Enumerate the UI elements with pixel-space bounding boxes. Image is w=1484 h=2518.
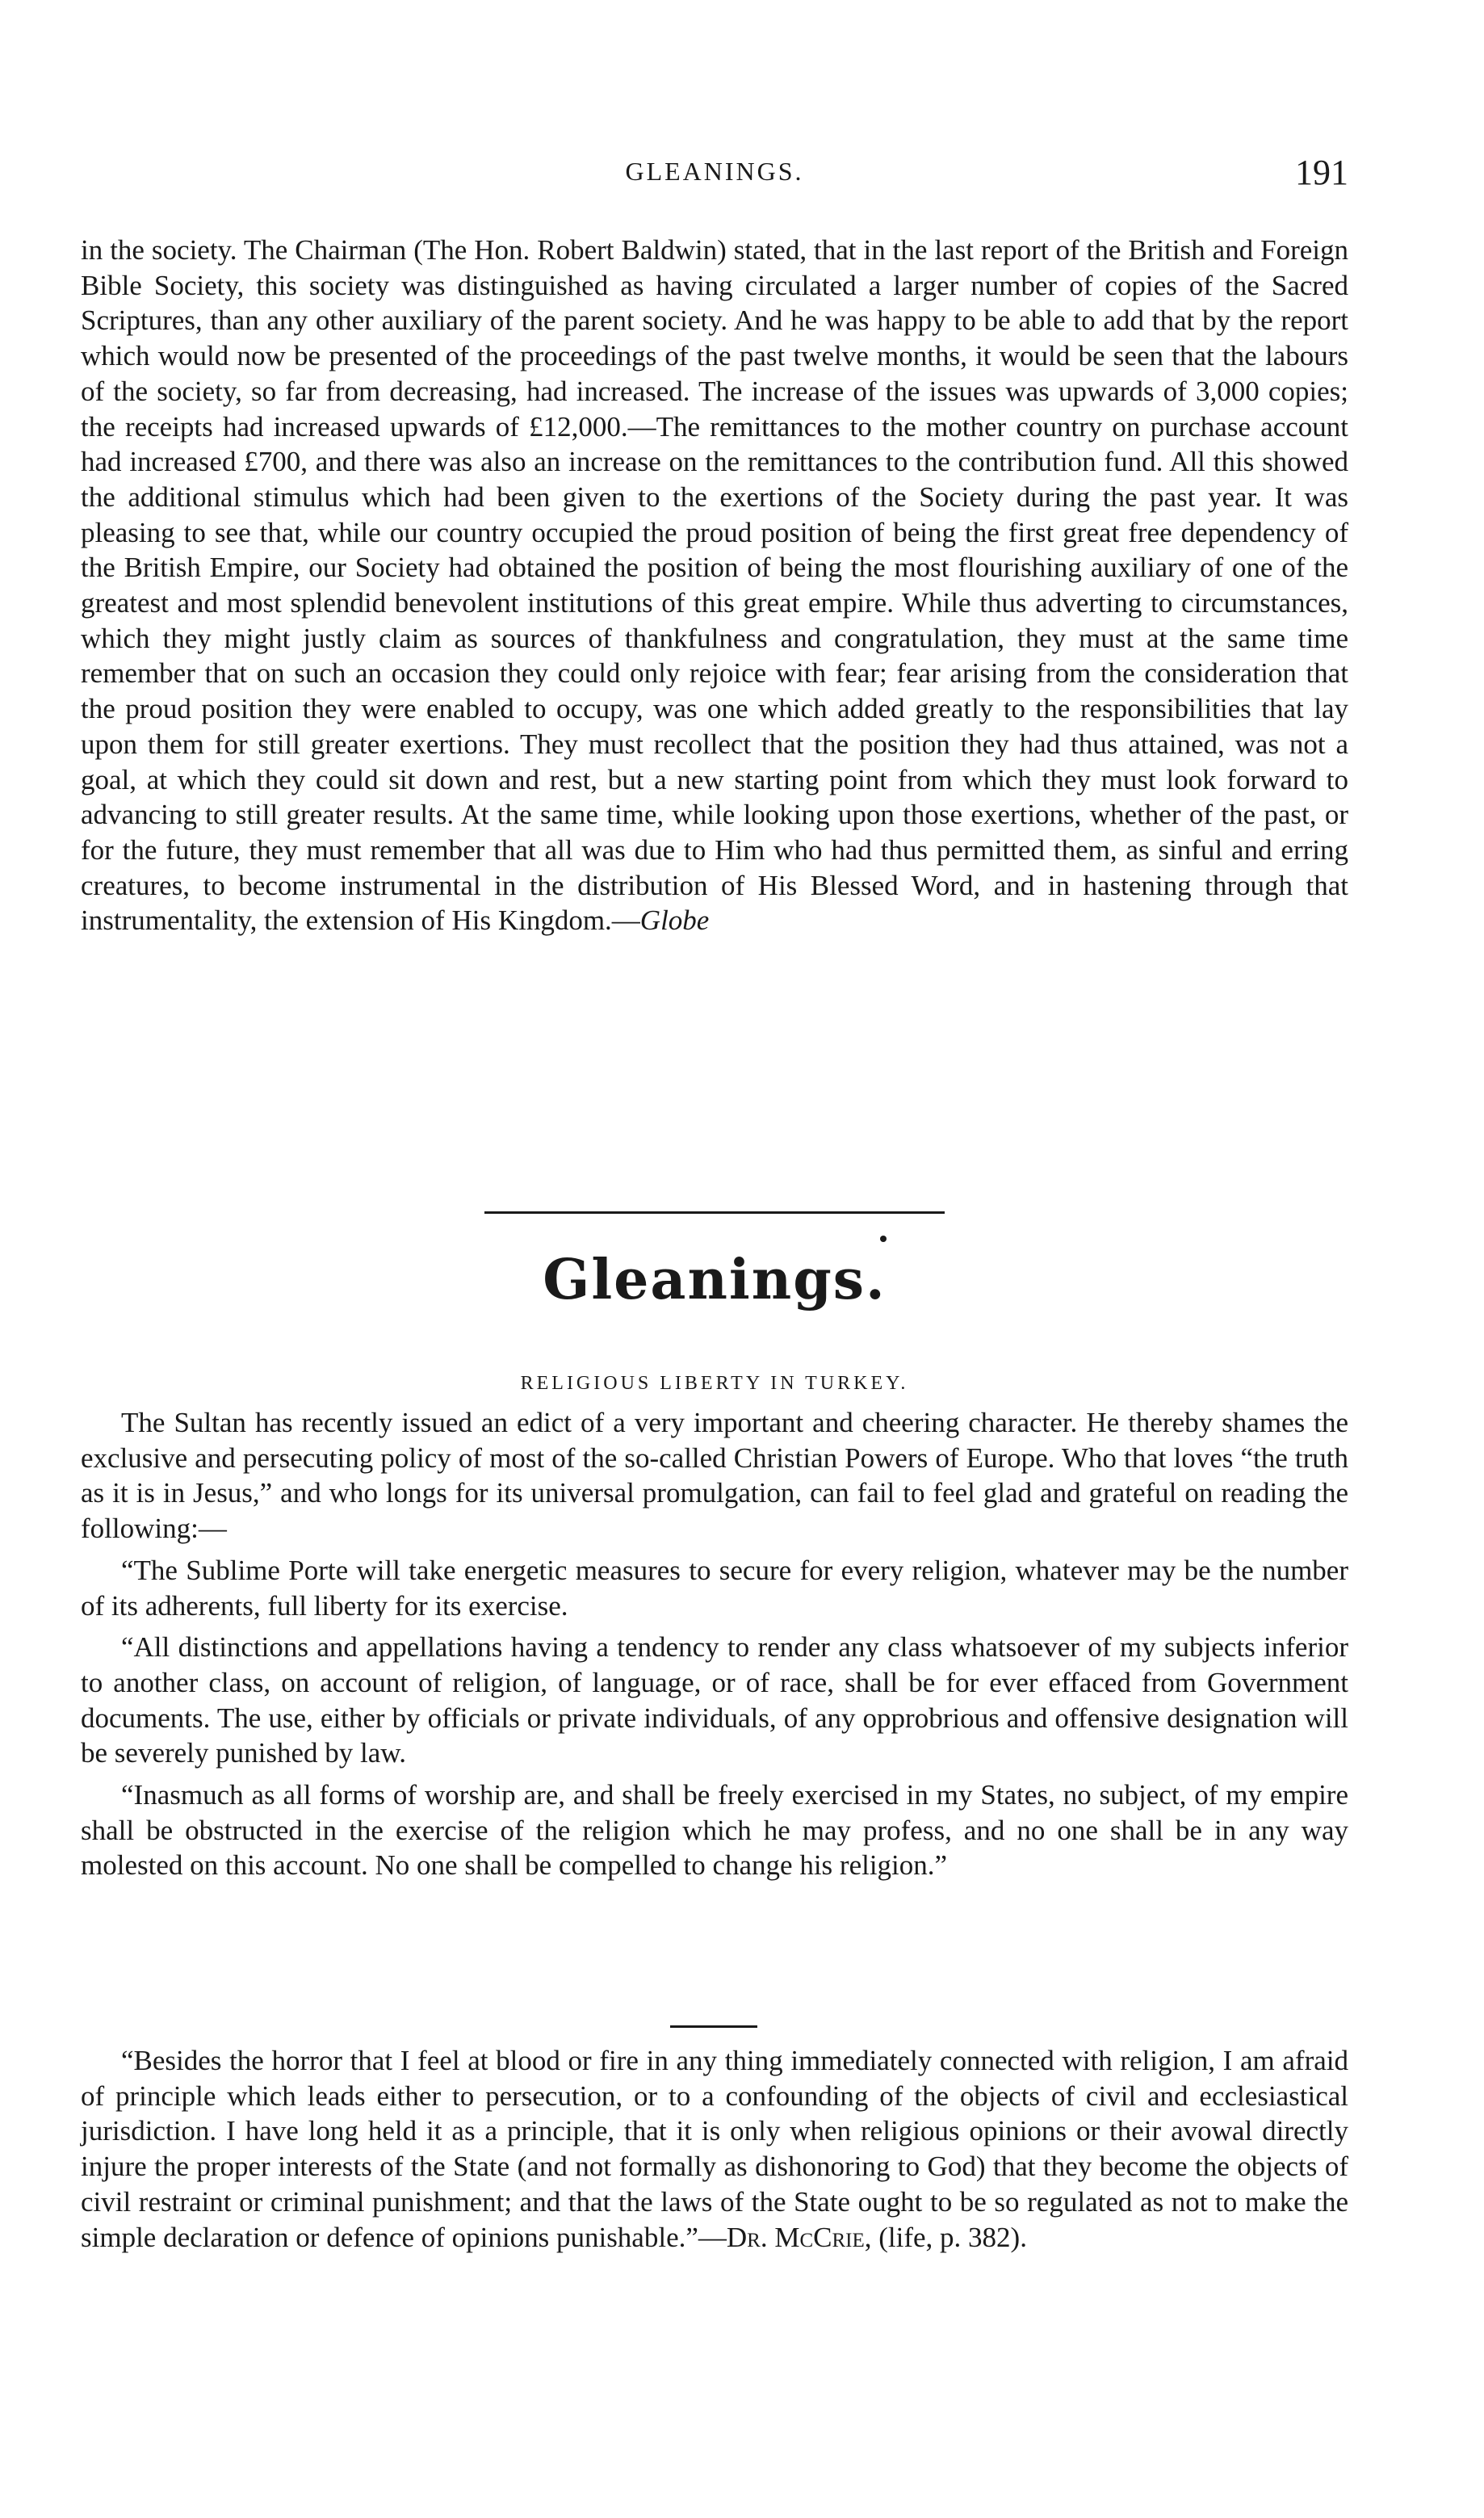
section-divider — [484, 1211, 945, 1214]
printer-dot — [880, 1236, 887, 1242]
quote-paragraph-1: “The Sublime Porte will take energetic measures to secure for every religion, whatever may be the number of its adherents, full liberty for its exercise. — [81, 1554, 1348, 1622]
section-heading: Gleanings. — [543, 1248, 887, 1312]
closing-quote-citation: (life, p. 382). — [871, 2221, 1027, 2253]
page-header — [81, 152, 1348, 200]
short-divider — [670, 2025, 757, 2028]
page-number: 191 — [1295, 153, 1348, 192]
section-subheading: RELIGIOUS LIBERTY IN TURKEY. — [520, 1373, 909, 1394]
section-body — [81, 1405, 1348, 1883]
closing-quote-text: “Besides the horror that I feel at blood or fire in any thing immediately connected with religion, I am afraid of principle which leads either to persecution, or to a confounding of the objects of civil and ecclesiastical jurisdiction. I have long held it as a principle, that it is only when religious opinions or their avowal directly injure the proper interests of the State (and not formally as dishonoring to God) that they become the objects of civil restraint or criminal punishment; and that the laws of the State ought to be so regulated as not to make the simple declaration or defence of opinions punishable.”— — [81, 2045, 1348, 2253]
quote-paragraph-3: “Inasmuch as all forms of worship are, and shall be freely exercised in my States, no subject, of my empire shall be obstructed in the exercise of the religion which he may profess, and no one shall be in any way molested on this account. No one shall be compelled to change his religion.” — [81, 1779, 1348, 1882]
intro-paragraph: The Sultan has recently issued an edict of a very important and cheering character. He thereby shames the exclusive and persecuting policy of most of the so-called Christian Powers of Europe. Who that loves “the truth as it is in Jesus,” and who longs for its universal promulgation, can fail to feel glad and grateful on reading the following:— — [81, 1407, 1348, 1545]
article-continuation-paragraph — [81, 233, 1348, 938]
article-source: Globe — [639, 904, 710, 937]
running-title: GLEANINGS. — [625, 157, 804, 186]
closing-quote — [81, 2043, 1348, 2255]
closing-quote-block — [81, 2043, 1348, 2255]
article-continuation — [81, 233, 1348, 938]
article-continuation-text: in the society. The Chairman (The Hon. Robert Baldwin) stated, that in the last report of the British and Foreign Bible Society, this society was distinguished as having circulated a larger number of copies of the Sacred Scriptures, than any other auxiliary of the parent society. And he was happy to be able to add that by the report which would now be presented of the proceedings of the past twelve months, it would be seen that the labours of the society, so far from decreasing, had increased. The increase of the issues was upwards of 3,000 copies; the receipts had increased upwards of £12,000.—The remittances to the mother country on purchase account had increased £700, and there was also an increase on the remittances to the contribution fund. All this showed the additional stimulus which had been given to the exertions of the Society during the past year. It was pleasing to see that, while our country occupied the proud position of being the first great free dependency of the British Empire, our Society had obtained the position of being the most flourishing auxiliary of one of the greatest and most splendid benevolent institutions of this great empire. While thus adverting to circumstances, which they might justly claim as sources of thankfulness and congratulation, they must at the same time remember that on such an occasion they could only rejoice with fear; fear arising from the consideration that the proud position they were enabled to occupy, was one which added greatly to the responsibilities that lay upon them for still greater exertions. They must recollect that the position they had thus attained, was not a goal, at which they could sit down and rest, but a new starting point from which they must look forward to advancing to still greater results. At the same time, while looking upon those exertions, whether of the past, or for the future, they must remember that all was due to Him who had thus permitted them, as sinful and erring creatures, to become instrumental in the distribution of His Blessed Word, and in hastening through that instrumentality, the extension of His Kingdom.— — [81, 234, 1348, 937]
closing-quote-author: Dr. McCrie, — [726, 2221, 872, 2253]
quote-paragraph-2: “All distinctions and appellations having a tendency to render any class whatsoever of my subjects inferior to another class, on account of religion, of language, or of race, shall be for ever effaced from Government documents. The use, either by officials or private individuals, of any opprobrious and offensive designation will be severely punished by law. — [81, 1631, 1348, 1769]
